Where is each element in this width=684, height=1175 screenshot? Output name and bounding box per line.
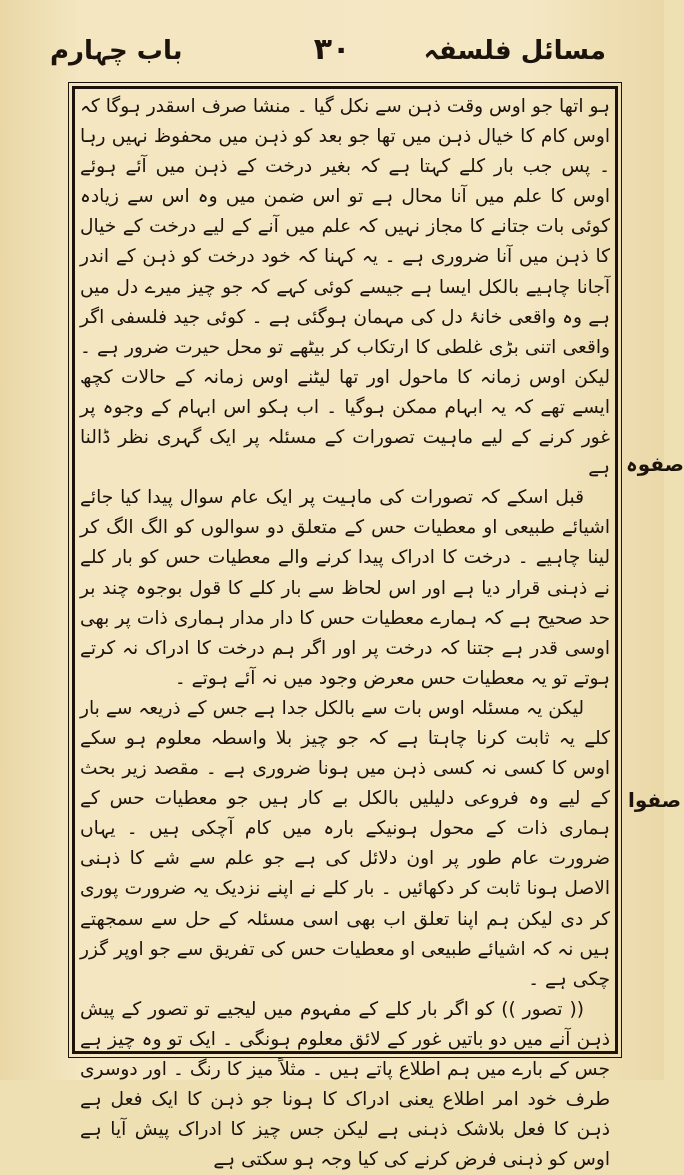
margin-note: صفوہ [626, 452, 684, 476]
paragraph: (( تصور )) کو اگر بار کلے کے مفہوم میں لیجیے تو تصور کے پیش ذہن آنے میں دو باتیں غور کے لائق معلوم ہونگی ۔ ایک تو وہ چیز ہے جس کے بارے میں ہم اطلاع پاتے ہیں ۔ مثلاً میز کا رنگ ۔ اور دوسری طرف خود امر اطلاع یعنی ادراک کا ہونا جو ذہن کا ایک فعل ہے ذہن کا فعل بلاشک ذہنی ہے لیکن جس چیز کا ادراک پیش آیا ہے اوس کو ذہنی فرض کرنے کی کیا وجہ ہو سکتی ہے [80, 998, 610, 1171]
paragraph: قبل اسکے کہ تصورات کی ماہیت پر ایک عام سوال پیدا کیا جائے اشیائے طبیعی او معطیات حس کے متعلق دو سوالوں کو الگ الگ کر لینا چاہیے ۔ درخت کا ادراک پیدا کرنے والے معطیات حس کو بار کلے نے ذہنی قرار دیا ہے اور اس لحاظ سے بار کلے کا قول بوجوہ چند بر حد صحیح ہے کہ ہمارے معطیات حس کا دار مدار ہماری ذات پر بھی اوسی قدر ہے جتنا کہ درخت پر اور اگر ہم درخت کا ادراک نہ کرتے ہوتے تو یہ معطیات حس معرض وجود میں نہ آئے ہوتے ۔ [80, 487, 610, 689]
book-title: مسائل فلسفہ [423, 36, 606, 66]
body-text [80, 92, 610, 1171]
paragraph: لیکن یہ مسئلہ اوس بات سے بالکل جدا ہے جس کے ذریعہ سے بار کلے یہ ثابت کرنا چاہتا ہے کہ جو چیز بلا واسطہ معلوم ہو سکے اوس کا کسی نہ کسی ذہن میں ہونا ضروری ہے ۔ مقصد زیر بحث کے لیے وہ فروعی دلیلیں بالکل بے کار ہیں جو معطیات حس کے ہماری ذات کے محول ہونیکے بارہ میں کام آچکی ہیں ۔ یہاں ضرورت عام طور پر اون دلائل کی ہے جو علم سے شے کا ذہنی الاصل ہونا ثابت کر دکھائیں ۔ بار کلے نے اپنے نزدیک یہ ضرورت پوری کر دی لیکن ہم اپنا تعلق اب بھی اسی مسئلہ کے حل سے سمجھتے ہیں نہ کہ اشیائے طبیعی او معطیات حس کی تفریق سے جو اوپر گزر چکی ہے ۔ [80, 697, 610, 990]
page-header [40, 30, 624, 80]
paragraph: ہو اتھا جو اوس وقت ذہن سے نکل گیا ۔ منشا صرف اسقدر ہوگا کہ اوس کام کا خیال ذہن میں تھا جو بعد کو ذہن میں محفوظ نہیں رہا ۔ پس جب بار کلے کہتا ہے کہ بغیر درخت کے ذہن میں آئے ہوئے اوس کا علم میں آنا محال ہے تو اس ضمن میں وہ اس سے زیادہ کوئی بات جتانے کا مجاز نہیں کہ علم میں آنے کے لیے درخت کے خیال کا ذہن میں آنا ضروری ہے ۔ یہ کہنا کہ خود درخت کو ذہن کے اندر آجانا چاہیے بالکل ایسا ہے جیسے کوئی کہے کہ جو چیز میرے دل میں ہے وہ واقعی خانۂ دل کی مہمان ہوگئی ہے ۔ کوئی جید فلسفی اگر واقعی اتنی بڑی غلطی کا ارتکاب کر بیٹھے تو محل حیرت ضرور ہے ۔ لیکن اوس زمانہ کا ماحول اور تھا لیٹنے اوس زمانہ کے حالات کچھ ایسے تھے کہ یہ ابہام ممکن ہوگیا ۔ اب ہکو اس ابہام کے وجوہ پر غور کرنے کے لیے ماہیت تصورات کے مسئلہ پر ایک گہری نظر ڈالنا ہے [80, 96, 610, 479]
margin-note: صفوا [628, 788, 682, 812]
page-number: ۳۰ [313, 32, 351, 67]
chapter-title: باب چہارم [50, 36, 183, 66]
